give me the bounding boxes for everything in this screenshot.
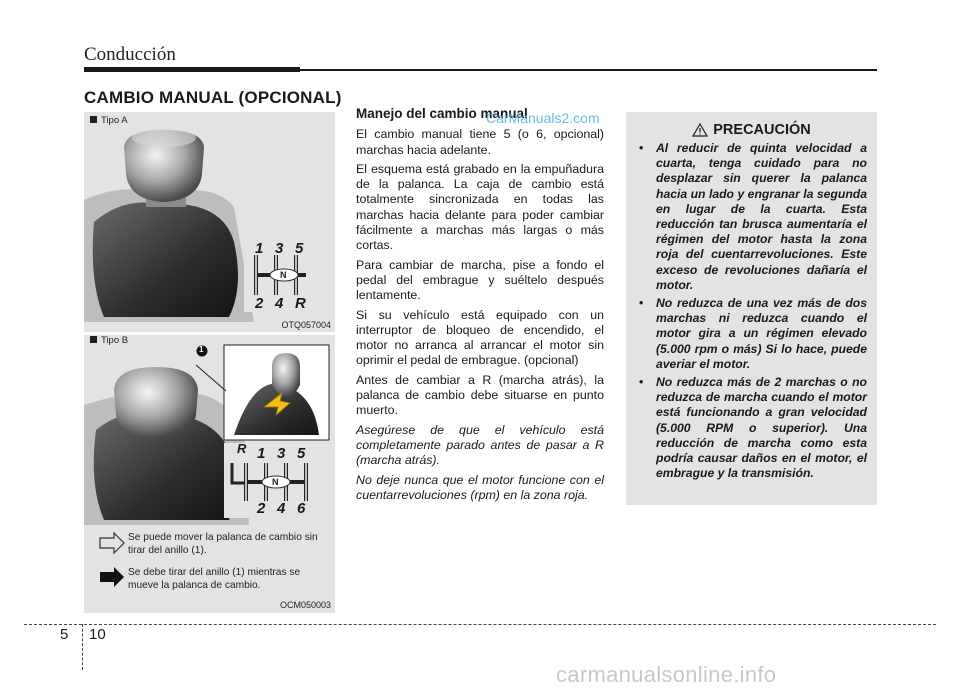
caution-title: PRECAUCIÓN <box>713 122 811 138</box>
paragraph: Si su vehículo está equipado con un interruptor de bloqueo de encendido, el motor no arranca al arrancar el motor sin oprimir el pedal de embrague. (opcional) <box>356 307 604 368</box>
gear-label: R <box>237 441 247 456</box>
figure-a-label: Tipo A <box>90 115 128 126</box>
paragraph: El cambio manual tiene 5 (o 6, opcional) marchas hacia adelante. <box>356 127 604 157</box>
legend-free-move: Se puede mover la palanca de cambio sin tirar del anillo (1). <box>128 532 318 556</box>
figure-b-code: OCM050003 <box>279 600 331 610</box>
footer-vertical-divider <box>82 624 83 670</box>
header-rule-thick <box>84 67 300 72</box>
gear-label: 2 <box>257 500 266 517</box>
warning-triangle-icon <box>692 123 708 137</box>
figure-tipo-b <box>84 335 335 613</box>
caution-list <box>636 141 867 481</box>
page-number: 10 <box>89 626 106 643</box>
gear-label: 3 <box>277 445 286 462</box>
header-rule-thin <box>300 69 877 71</box>
watermark: CarManuals2.com <box>486 110 600 126</box>
paragraph: Para cambiar de marcha, pise a fondo el pedal del embrague y suéltelo después lentamente. <box>356 257 604 303</box>
caution-box <box>626 112 877 505</box>
gear-label: 1 <box>257 445 266 462</box>
italic-note: Asegúrese de que el vehículo está completamente parado antes de pasar a R (marcha atrás). <box>356 422 604 468</box>
figure-tipo-a <box>84 112 335 332</box>
gear-label: 4 <box>277 500 286 517</box>
gear-label: 6 <box>297 500 306 517</box>
gear-label: R <box>295 295 306 312</box>
caution-item: • No reduzca más de 2 marchas o no reduzca de marcha cuando el motor está funcionando a gran velocidad (5.000 RPM o superior). Una reducción de marcha como esta podría causar daños en el motor, el embrague y la transmisión. <box>636 375 867 481</box>
main-text-column <box>356 106 604 507</box>
figure-a-code: OTQ057004 <box>281 320 331 330</box>
neutral-label: N <box>280 270 287 280</box>
square-bullet-icon <box>90 336 97 343</box>
caution-item: • Al reducir de quinta velocidad a cuarta, tenga cuidado para no desplazar sin querer la palanca hacia un lado y engranar la segunda en lugar de la cuarta. Esta reducción tan brusca aumentaría el régimen del motor hasta la zona roja del cuentarrevoluciones. Este exceso de revoluciones dañaría el motor. <box>636 141 867 293</box>
site-watermark: carmanualsonline.info <box>556 662 777 687</box>
figure-b-label: Tipo B <box>90 335 128 346</box>
gear-label: 1 <box>255 240 264 257</box>
gear-label: 5 <box>297 445 306 462</box>
gear-label: 5 <box>295 240 304 257</box>
caution-item: • No reduzca de una vez más de dos marchas ni reduzca cuando el motor gira a un régimen elevado (5.000 rpm o más) Si lo hace, puede averiar el motor. <box>636 296 867 372</box>
paragraph: El esquema está grabado en la empuñadura de la palanca. La caja de cambio está totalmente sincronizada en todas las marchas hacia delante para poder cambiar fácilmente a marchas más largas o más cortas. <box>356 161 604 253</box>
neutral-label: N <box>272 477 279 487</box>
callout-number: 1 <box>199 345 204 354</box>
italic-note: No deje nunca que el motor funcione con el cuentarrevoluciones (rpm) en la zona roja. <box>356 472 604 502</box>
page-section-number: 5 <box>60 626 69 643</box>
gear-label: 3 <box>275 240 284 257</box>
gear-label: 2 <box>255 295 264 312</box>
legend-pull-ring: Se debe tirar del anillo (1) mientras se mueve la palanca de cambio. <box>128 567 301 591</box>
footer-divider <box>24 624 936 625</box>
paragraph: Antes de cambiar a R (marcha atrás), la palanca de cambio debe situarse en punto muerto. <box>356 372 604 418</box>
section-title: CAMBIO MANUAL (OPCIONAL) <box>84 88 342 107</box>
caution-header <box>636 122 867 138</box>
gear-label: 4 <box>275 295 284 312</box>
chapter-title: Conducción <box>84 44 176 65</box>
square-bullet-icon <box>90 116 97 123</box>
subsection-heading: Manejo del cambio manual <box>356 106 528 121</box>
